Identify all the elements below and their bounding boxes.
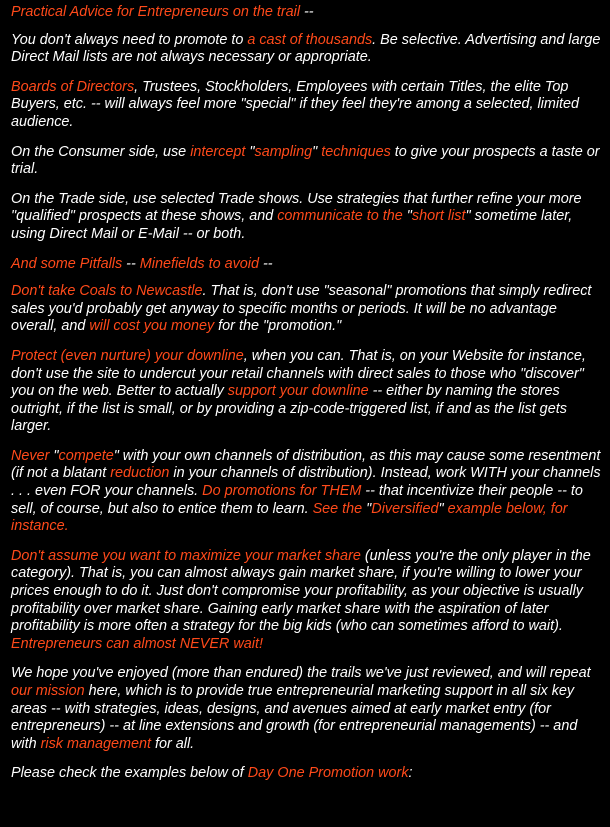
para-boards [11,79,604,132]
para-compete [11,448,604,536]
body-text: " with your own channels of distribution, as this may cause some resentment (if not a blatant [11,447,601,482]
highlighted-phrase: Don't assume you want to maximize your market share [11,547,361,564]
body-text: Please check the examples below of [11,765,248,782]
highlighted-phrase: Practical Advice for Entrepreneurs on the trail [11,4,301,20]
highlighted-phrase: will cost you money [89,318,215,335]
body-text: On the Trade side, use selected Trade shows. Use strategies that further refine your more "qualified" prospects at these shows, and [11,190,582,225]
body-text: " [49,447,59,464]
highlighted-phrase: support your downline [227,383,369,400]
body-text: We hope you've enjoyed (more than endured) the trails we've just reviewed, and will repeat [11,665,591,682]
highlighted-phrase: See the [312,500,363,517]
para-mission [11,665,604,753]
highlighted-phrase: Diversified [371,500,439,517]
body-text: : [408,765,413,782]
highlighted-phrase: Don't take Coals to Newcastle [11,283,203,300]
highlighted-phrase: compete [58,447,114,464]
highlighted-phrase: Never [11,447,50,464]
para-downline [11,348,604,436]
body-text: On the Consumer side, use [11,143,191,160]
body-text: -- [122,255,140,272]
para-consumer [11,144,604,179]
highlighted-phrase: Protect (even nurture) your downline [11,347,244,364]
body-text: -- [258,255,273,272]
highlighted-phrase: a cast of thousands [247,31,373,48]
body-text: . Be selective. Advertising and large Direct Mail lists are not always necessary or appropriate. [11,31,601,66]
body-text: for the "promotion." [214,318,342,335]
highlighted-phrase: communicate to the [277,208,403,225]
body-text: (unless you're the only player in the category). That is, you can almost always gain market share, if you're willing to lower your prices enough to do it. Just don't compromise your profitability, as your objective is usually profitability over market share. Gaining early market share with the aspiration of later profitability is more often a strategy for the big kids (who can sometimes afford to wait). [11,547,591,635]
highlighted-phrase: example below, for instance. [11,500,568,535]
para-examples [11,765,604,783]
body-text: " sometime later, using Direct Mail or E-Mail -- or both. [11,208,573,242]
body-text: -- either by naming the stores outright, if the list is small, or by providing a zip-code-triggered list, if and as the list gets larger. [11,383,567,435]
body-text: , Trustees, Stockholders, Employees with certain Titles, the elite Top Buyers, etc. -- will always feel more "special" if they feel they're among a selected, limited audience. [11,78,580,130]
highlighted-phrase: our mission [11,683,85,699]
body-text: to give your prospects a taste or trial. [11,143,600,178]
highlighted-phrase: Entrepreneurs can almost NEVER wait! [11,635,263,652]
body-text: -- that incentivize their people -- to sell, of course, but also to entice them to learn. [11,483,583,517]
para-market-share [11,548,604,654]
body-text: " [362,500,372,517]
highlighted-phrase: Boards of Directors [11,78,135,95]
body-text: " [245,143,255,160]
body-text: -- [300,4,314,20]
body-text: for all. [150,735,195,752]
highlighted-phrase: Do promotions for THEM [202,483,362,500]
body-text: . That is, don't use "seasonal" promotions that simply redirect sales you'd probably get anyway to specific months or periods. It will be no advantage overall, and [11,283,592,335]
body-text: " [402,208,412,225]
highlighted-phrase: short list [411,208,466,225]
body-text: " [312,143,322,160]
para-coals [11,283,604,336]
intro-heading [11,4,604,22]
body-text: " [438,500,448,517]
highlighted-phrase: sampling [254,143,313,160]
highlighted-phrase: techniques [321,143,391,160]
highlighted-phrase: Day One Promotion work [247,765,409,782]
highlighted-phrase: And some Pitfalls [11,255,123,272]
highlighted-phrase: reduction [110,465,170,482]
highlighted-phrase: intercept [190,143,246,160]
highlighted-phrase: risk management [40,735,151,752]
para-trade [11,191,604,244]
body-text: in your channels of distribution). Instead, work WITH your channels . . . even FOR your channels. [11,465,601,500]
para-selective [11,32,604,67]
pitfalls-heading [11,256,604,274]
highlighted-phrase: Minefields to avoid [139,255,259,272]
body-text: , when you can. That is, on your Website for instance, don't use the site to undercut your retail channels with direct sales to those who "discover" you on the web. Better to actually [11,347,586,400]
body-text: here, which is to provide true entrepreneurial marketing support in all six key areas -- with strategies, ideas, designs, and avenues aimed at early market entry (for entrepreneurs) -- at line extensions and growth (for entrepreneurial managements) -- and with [11,683,578,752]
body-text: You don't always need to promote to [11,31,248,48]
